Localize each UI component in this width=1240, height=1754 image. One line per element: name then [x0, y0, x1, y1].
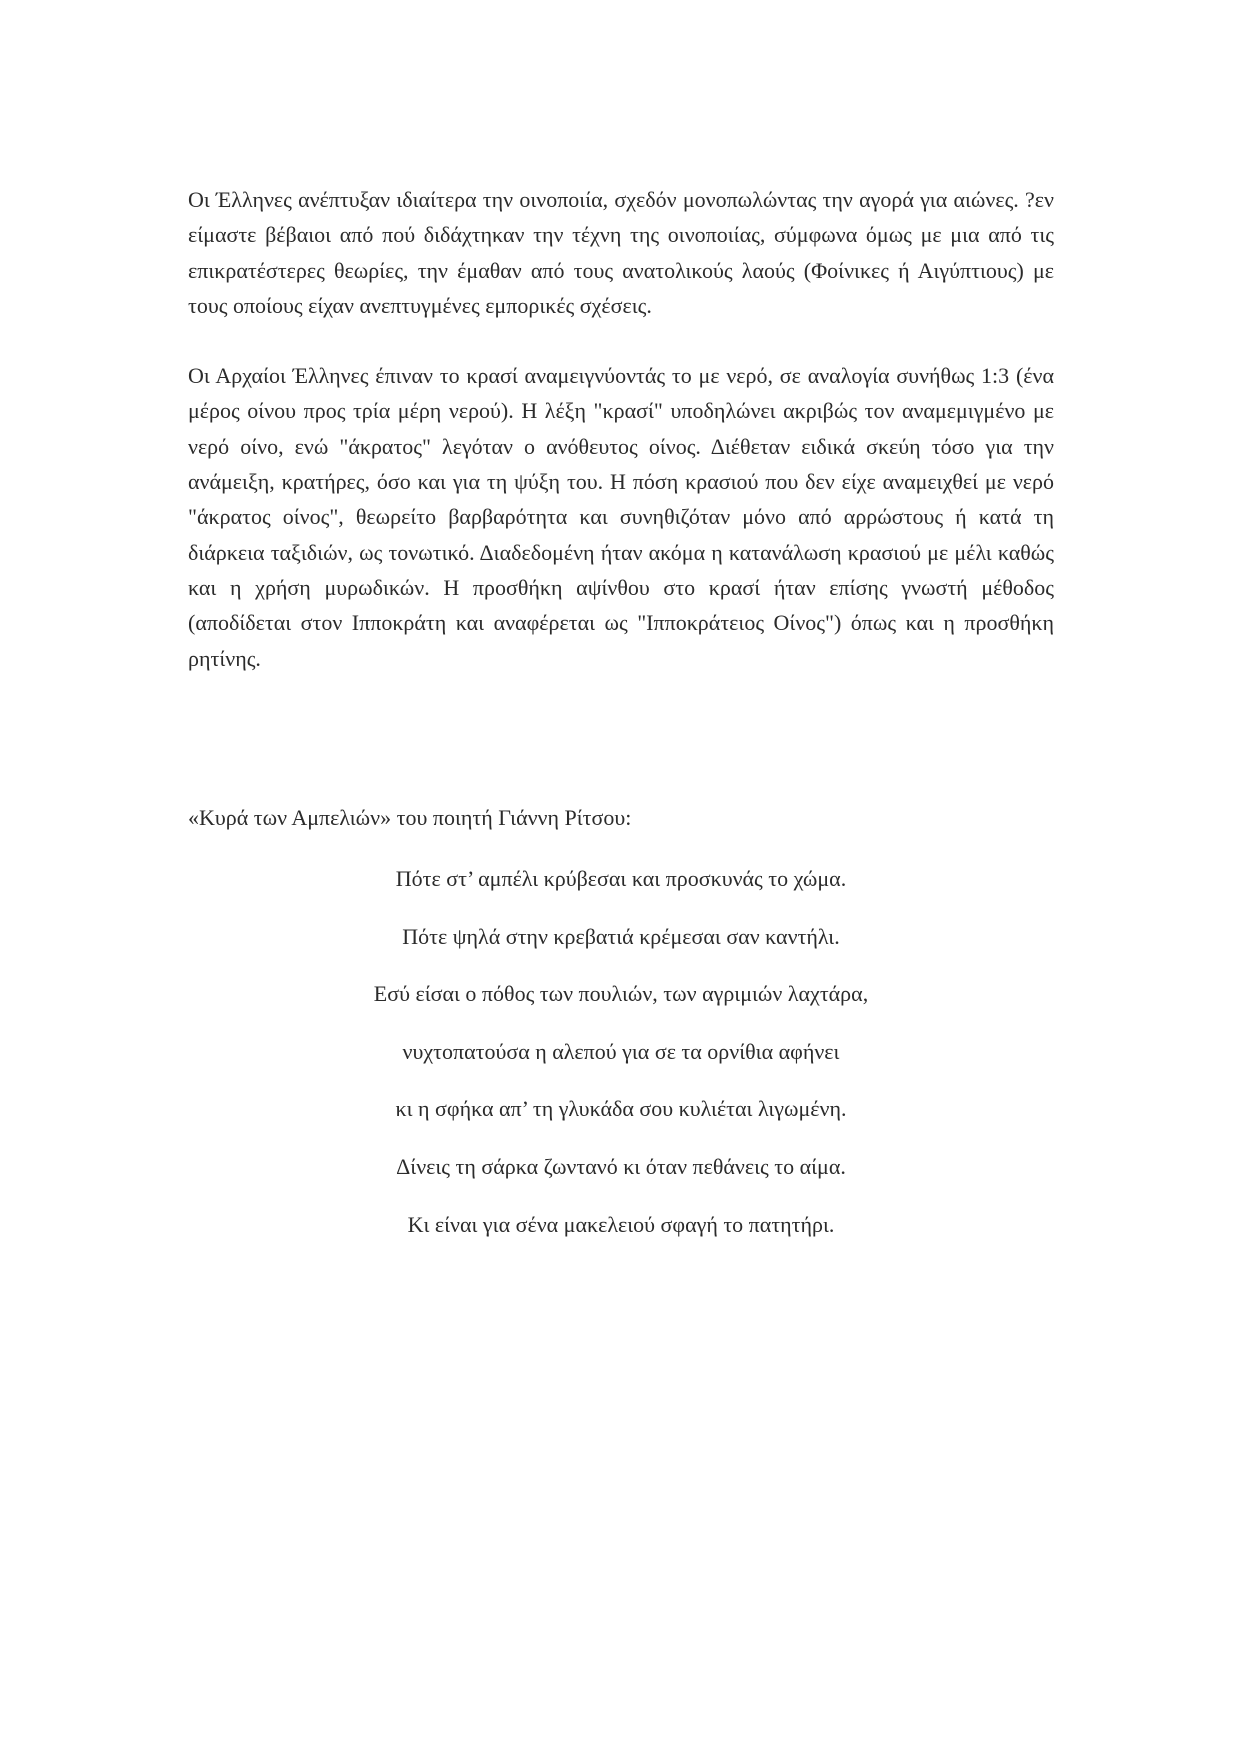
poem-line: Δίνεις τη σάρκα ζωντανό κι όταν πεθάνεις το αίμα.: [396, 1153, 846, 1179]
paragraph-greek-winemaking: Οι Έλληνες ανέπτυξαν ιδιαίτερα την οινοποιία, σχεδόν μονοπωλώντας την αγορά για αιώνες. ?εν είμαστε βέβαιοι από πού διδάχτηκαν την τέχνη της οινοποιίας, σύμφωνα όμως με μια από τις επικρατέστερες θεωρίες, την έμαθαν από τους ανατολικούς λαούς (Φοίνικες ή Αιγύπτιους) με τους οποίους είχαν ανεπτυγμένες εμπορικές σχέσεις.: [188, 187, 1054, 318]
paragraph-ancient-wine-customs: Οι Αρχαίοι Έλληνες έπιναν το κρασί αναμειγνύοντάς το με νερό, σε αναλογία συνήθως 1:3 (ένα μέρος οίνου προς τρία μέρη νερού). Η λέξη "κρασί" υποδηλώνει ακριβώς τον αναμεμιγμένο με νερό οίνο, ενώ "άκρατος" λεγόταν ο ανόθευτος οίνος. Διέθεταν ειδικά σκεύη τόσο για την ανάμειξη, κρατήρες, όσο και για τη ψύξη του. Η πόση κρασιού που δεν είχε αναμειχθεί με νερό "άκρατος οίνος", θεωρείτο βαρβαρότητα και συνηθιζόταν μόνο από αρρώστους ή κατά τη διάρκεια ταξιδιών, ως τονωτικό. Διαδεδομένη ήταν ακόμα η κατανάλωση κρασιού με μέλι καθώς και η χρήση μυρωδικών. Η προσθήκη αψίνθου στο κρασί ήταν επίσης γνωστή μέθοδος (αποδίδεται στον Ιπποκράτη και αναφέρεται ως "Ιπποκράτειος Οίνος") όπως και η προσθήκη ρητίνης.: [188, 363, 1054, 671]
poem-line: Πότε στ’ αμπέλι κρύβεσαι και προσκυνάς το χώμα.: [395, 866, 847, 891]
poem-line: Κι είναι για σένα μακελειού σφαγή το πατητήρι.: [407, 1211, 835, 1237]
poem-line: Εσύ είσαι ο πόθος των πουλιών, των αγριμιών λαχτάρα,: [373, 981, 869, 1007]
poem-line: κι η σφήκα απ’ τη γλυκάδα σου κυλιέται λιγωμένη.: [395, 1096, 847, 1122]
poem-line: Πότε ψηλά στην κρεβατιά κρέμεσαι σαν καντήλι.: [402, 923, 840, 949]
poem-line: νυχτοπατούσα η αλεπού για σε τα ορνίθια αφήνει: [402, 1038, 840, 1064]
poem-intro: «Κυρά των Αμπελιών» του ποιητή Γιάννη Ρίτσου:: [188, 805, 632, 830]
document-body: [188, 182, 1054, 676]
poem: [188, 864, 1054, 1267]
